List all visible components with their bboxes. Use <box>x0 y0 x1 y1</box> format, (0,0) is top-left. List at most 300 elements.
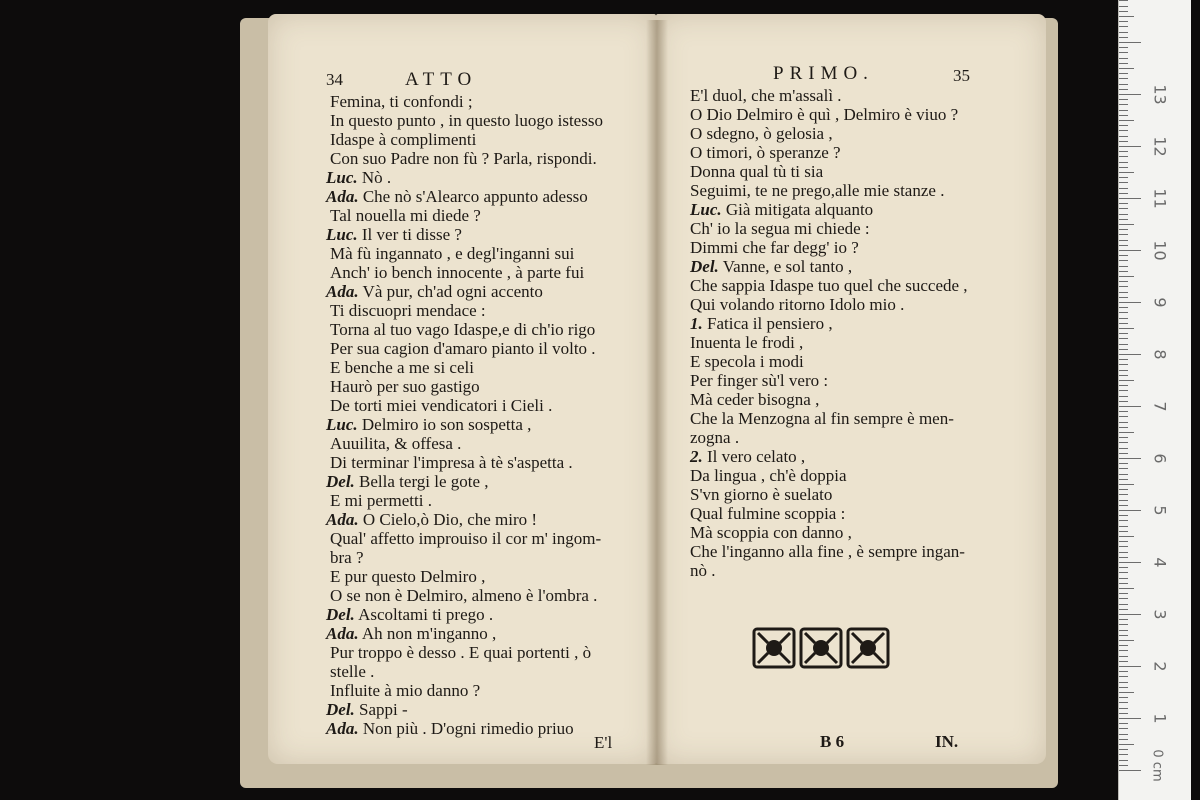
verse-text: Dimmi che far degg' io ? <box>690 238 859 257</box>
verse-text: zogna . <box>690 428 740 447</box>
ruler-tick <box>1119 546 1128 547</box>
ruler-tick <box>1119 734 1128 735</box>
verse-text: Ascoltami ti prego . <box>358 605 494 624</box>
ruler-tick <box>1119 432 1134 433</box>
text-line <box>690 162 823 182</box>
text-line <box>330 206 481 226</box>
ruler-tick <box>1119 146 1141 147</box>
verse-text: Mà scoppia con danno , <box>690 523 852 542</box>
verse-text: Non più . D'ogni rimedio priuo <box>362 719 574 738</box>
text-line <box>330 263 584 283</box>
text-line <box>326 700 408 720</box>
verse-text: Influite à mio danno ? <box>330 681 481 700</box>
ruler-tick <box>1119 32 1128 33</box>
verse-text: E specola i modi <box>690 352 804 371</box>
text-line <box>690 143 841 163</box>
text-line <box>326 282 543 302</box>
text-line <box>690 390 819 410</box>
ruler-tick <box>1119 6 1128 7</box>
speaker-label: Luc. <box>690 200 722 219</box>
verse-text: Che l'inganno alla fine , è sempre ingan- <box>690 542 965 561</box>
verse-text: Femina, ti confondi ; <box>330 92 473 111</box>
ruler-tick <box>1119 770 1141 771</box>
speaker-label: Ada. <box>326 510 359 529</box>
ruler-tick <box>1119 318 1128 319</box>
text-line <box>690 124 833 144</box>
speaker-label: 1. <box>690 314 703 333</box>
ruler-tick <box>1119 26 1128 27</box>
text-line <box>330 301 486 321</box>
ruler-tick <box>1119 588 1134 589</box>
ruler-tick <box>1119 692 1134 693</box>
verse-text: Mà fù ingannato , e degl'inganni sui <box>330 244 575 263</box>
ruler-unit-label: 0 cm <box>1149 749 1165 782</box>
speaker-label: Del. <box>326 700 355 719</box>
text-line <box>330 244 574 264</box>
verse-text: Mà ceder bisogna , <box>690 390 820 409</box>
ruler-tick <box>1119 172 1134 173</box>
ruler-tick <box>1119 63 1128 64</box>
ruler-tick <box>1119 11 1128 12</box>
ruler-number: 2 <box>1150 661 1170 672</box>
verse-text: Ti discuopri mendace : <box>330 301 486 320</box>
ruler-tick <box>1119 442 1128 443</box>
text-line <box>690 314 833 334</box>
verse-text: Torna al tuo vago Idaspe,e di ch'io rigo <box>330 320 596 339</box>
ruler-tick <box>1119 156 1128 157</box>
ruler-tick <box>1119 281 1128 282</box>
text-line <box>330 529 601 549</box>
ruler-tick <box>1119 406 1141 407</box>
ruler-tick <box>1119 58 1128 59</box>
ruler-tick <box>1119 666 1141 667</box>
right-running-head: PRIMO. <box>773 63 874 84</box>
verse-text: stelle . <box>330 662 375 681</box>
text-line <box>330 681 480 701</box>
ruler-tick <box>1119 245 1128 246</box>
verse-text: Che nò s'Alearco appunto adesso <box>362 187 588 206</box>
ruler-tick <box>1119 562 1141 563</box>
ruler-tick <box>1119 151 1128 152</box>
text-line <box>330 662 374 682</box>
ruler-tick <box>1119 749 1128 750</box>
text-line <box>690 181 944 201</box>
ruler-tick <box>1119 182 1128 183</box>
verse-text: Vanne, e sol tanto , <box>722 257 853 276</box>
ruler-tick <box>1119 401 1128 402</box>
ruler-tick <box>1119 323 1128 324</box>
ruler-tick <box>1119 370 1128 371</box>
ruler-number: 10 <box>1150 240 1170 261</box>
speaker-label: Ada. <box>326 719 359 738</box>
ruler-tick <box>1119 468 1128 469</box>
ruler-tick <box>1119 99 1128 100</box>
ruler-tick <box>1119 630 1128 631</box>
ruler-tick <box>1119 583 1128 584</box>
verse-text: Con suo Padre non fù ? Parla, rispondi. <box>330 149 597 168</box>
text-line <box>690 561 716 581</box>
ruler-tick <box>1119 598 1128 599</box>
text-line <box>330 377 480 397</box>
ruler-tick <box>1119 125 1128 126</box>
ruler-tick <box>1119 292 1128 293</box>
ruler-tick <box>1119 728 1128 729</box>
verse-text: De torti miei vendicatori i Cieli . <box>330 396 553 415</box>
text-line <box>690 466 847 486</box>
verse-text: Inuenta le frodi , <box>690 333 804 352</box>
text-line <box>690 428 739 448</box>
verse-text: Qual' affetto improuiso il cor m' ingom- <box>330 529 602 548</box>
ruler-tick <box>1119 474 1128 475</box>
ruler-tick <box>1119 500 1128 501</box>
verse-text: Per finger sù'l vero : <box>690 371 829 390</box>
ruler-tick <box>1119 604 1128 605</box>
text-line <box>690 276 968 296</box>
ruler-tick <box>1119 260 1128 261</box>
verse-text: E benche a me si celi <box>330 358 474 377</box>
ruler-tick <box>1119 754 1128 755</box>
ruler-tick <box>1119 385 1128 386</box>
text-line <box>330 453 573 473</box>
ruler-tick <box>1119 42 1141 43</box>
verse-text: E mi permetti . <box>330 491 432 510</box>
ruler-tick <box>1119 167 1128 168</box>
ruler-tick <box>1119 68 1134 69</box>
verse-text: Auuilita, & offesa . <box>330 434 462 453</box>
ruler-tick <box>1119 619 1128 620</box>
ruler-tick <box>1119 120 1134 121</box>
text-line <box>330 339 596 359</box>
ruler-tick <box>1119 624 1128 625</box>
ruler-number: 11 <box>1150 188 1170 209</box>
ruler-tick <box>1119 593 1128 594</box>
ruler-tick <box>1119 240 1128 241</box>
ruler-tick <box>1119 52 1128 53</box>
text-line <box>690 523 852 543</box>
ruler-tick <box>1119 411 1128 412</box>
ruler-tick <box>1119 671 1128 672</box>
ruler-tick <box>1119 47 1128 48</box>
verse-text: nò . <box>690 561 716 580</box>
text-line <box>330 130 476 150</box>
verse-text: Che sappia Idaspe tuo quel che succede , <box>690 276 968 295</box>
text-line <box>690 257 852 277</box>
ruler-tick <box>1119 479 1128 480</box>
ruler-tick <box>1119 760 1128 761</box>
ruler-tick <box>1119 333 1128 334</box>
verse-text: Qui volando ritorno Idolo mio . <box>690 295 905 314</box>
ruler-tick <box>1119 328 1134 329</box>
verse-text: bra ? <box>330 548 364 567</box>
text-line <box>326 472 489 492</box>
text-line <box>690 352 804 372</box>
verse-text: Il vero celato , <box>707 447 806 466</box>
ruler-tick <box>1119 94 1141 95</box>
verse-text: Di terminar l'impresa à tè s'aspetta . <box>330 453 573 472</box>
ruler-tick <box>1119 489 1128 490</box>
ruler-tick <box>1119 312 1128 313</box>
text-line <box>326 168 391 188</box>
text-line <box>326 415 531 435</box>
ruler-tick <box>1119 656 1128 657</box>
ruler-tick <box>1119 255 1128 256</box>
verse-text: E pur questo Delmiro , <box>330 567 486 586</box>
ruler-tick <box>1119 136 1128 137</box>
ruler-number: 12 <box>1150 136 1170 157</box>
text-line <box>326 624 496 644</box>
verse-text: Sappi - <box>359 700 408 719</box>
printers-ornament <box>752 625 892 671</box>
ruler-tick <box>1119 203 1128 204</box>
text-line <box>690 105 958 125</box>
ruler-tick <box>1119 364 1128 365</box>
ruler-tick <box>1119 702 1128 703</box>
ruler-tick <box>1119 687 1128 688</box>
ruler-tick <box>1119 104 1128 105</box>
ruler-tick <box>1119 297 1128 298</box>
ruler-tick <box>1119 208 1128 209</box>
ruler-tick <box>1119 422 1128 423</box>
text-line <box>690 200 873 220</box>
text-line <box>690 86 842 106</box>
ruler-tick <box>1119 390 1128 391</box>
text-line <box>690 219 870 239</box>
ruler-tick <box>1119 557 1128 558</box>
speaker-label: Del. <box>690 257 719 276</box>
ruler-tick <box>1119 198 1141 199</box>
text-line <box>690 485 832 505</box>
ruler-number: 1 <box>1150 713 1170 724</box>
ruler-tick <box>1119 416 1128 417</box>
ruler-tick <box>1119 708 1128 709</box>
verse-text: O timori, ò speranze ? <box>690 143 841 162</box>
text-line <box>330 92 473 112</box>
ruler-tick <box>1119 718 1141 719</box>
verse-text: Và pur, ch'ad ogni accento <box>362 282 543 301</box>
text-line <box>326 605 493 625</box>
speaker-label: Del. <box>326 605 355 624</box>
ruler-number: 9 <box>1150 297 1170 308</box>
verse-text: Fatica il pensiero , <box>707 314 833 333</box>
ruler-tick <box>1119 567 1128 568</box>
ruler-tick <box>1119 307 1128 308</box>
ruler-tick <box>1119 697 1128 698</box>
ruler-tick <box>1119 494 1128 495</box>
ruler-tick <box>1119 427 1128 428</box>
verse-text: S'vn giorno è suelato <box>690 485 833 504</box>
text-line <box>330 149 597 169</box>
ruler-tick <box>1119 536 1134 537</box>
ruler-tick <box>1119 276 1134 277</box>
verse-text: Pur troppo è desso . E quai portenti , ò <box>330 643 592 662</box>
ruler-tick <box>1119 188 1128 189</box>
ruler-tick <box>1119 739 1128 740</box>
ruler-number: 7 <box>1150 401 1170 412</box>
verse-text: O Dio Delmiro è quì , Delmiro è viuo ? <box>690 105 959 124</box>
speaker-label: Ada. <box>326 187 359 206</box>
ruler-number: 5 <box>1150 505 1170 516</box>
text-line <box>326 719 574 739</box>
ruler-tick <box>1119 115 1128 116</box>
speaker-label: Luc. <box>326 168 358 187</box>
ruler-tick <box>1119 359 1128 360</box>
ruler-tick <box>1119 229 1128 230</box>
ruler-tick <box>1119 609 1128 610</box>
text-line <box>330 358 474 378</box>
speaker-label: Ada. <box>326 624 359 643</box>
left-catchword: E'l <box>594 733 613 752</box>
text-line <box>330 396 552 416</box>
text-line <box>330 643 591 663</box>
text-line <box>690 504 845 524</box>
ruler-tick <box>1119 380 1134 381</box>
verse-text: Ch' io la segua mi chiede : <box>690 219 870 238</box>
ruler-tick <box>1119 682 1128 683</box>
ruler-tick <box>1119 505 1128 506</box>
ruler-number: 4 <box>1150 557 1170 568</box>
text-line <box>330 548 364 568</box>
ruler-tick <box>1119 349 1128 350</box>
verse-text: Per sua cagion d'amaro pianto il volto . <box>330 339 596 358</box>
ruler-tick <box>1119 162 1128 163</box>
verse-text: Haurò per suo gastigo <box>330 377 480 396</box>
ruler-tick <box>1119 614 1141 615</box>
ruler-tick <box>1119 338 1128 339</box>
ruler-tick <box>1119 214 1128 215</box>
ruler-tick <box>1119 177 1128 178</box>
verse-text: Bella tergi le gote , <box>359 472 489 491</box>
ruler-tick <box>1119 526 1128 527</box>
text-line <box>330 320 595 340</box>
ruler-tick <box>1119 234 1128 235</box>
ruler-tick <box>1119 453 1128 454</box>
text-line <box>330 111 603 131</box>
text-line <box>326 225 462 245</box>
ruler-tick <box>1119 219 1128 220</box>
ruler-tick <box>1119 193 1128 194</box>
ruler-tick <box>1119 286 1128 287</box>
text-line <box>690 409 954 429</box>
speaker-label: Luc. <box>326 225 358 244</box>
ruler-tick <box>1119 250 1141 251</box>
ruler-tick <box>1119 744 1134 745</box>
ruler-tick <box>1119 541 1128 542</box>
signature-mark: B 6 <box>820 732 845 751</box>
ruler-tick <box>1119 531 1128 532</box>
ruler-tick <box>1119 21 1128 22</box>
ruler-tick <box>1119 224 1134 225</box>
verse-text: Nò . <box>361 168 392 187</box>
verse-text: Che la Menzogna al fin sempre è men- <box>690 409 954 428</box>
text-line <box>690 371 828 391</box>
ruler-tick <box>1119 375 1128 376</box>
verse-text: Tal nouella mi diede ? <box>330 206 481 225</box>
ruler-tick <box>1119 141 1128 142</box>
verse-text: Qual fulmine scoppia : <box>690 504 846 523</box>
ruler-tick <box>1119 78 1128 79</box>
text-line <box>690 333 803 353</box>
ruler-tick <box>1119 765 1128 766</box>
ruler-tick <box>1119 396 1128 397</box>
ruler-tick <box>1119 578 1128 579</box>
verse-text: In questo punto , in questo luogo istesso <box>330 111 603 130</box>
ruler-tick <box>1119 271 1128 272</box>
ruler-tick <box>1119 723 1128 724</box>
text-line <box>326 510 537 530</box>
left-page-number: 34 <box>326 70 343 89</box>
ruler-tick <box>1119 635 1128 636</box>
ruler-tick <box>1119 344 1128 345</box>
left-running-head: ATTO <box>405 69 478 90</box>
ruler-tick <box>1119 37 1128 38</box>
speaker-label: Ada. <box>326 282 359 301</box>
ruler-tick <box>1119 302 1141 303</box>
verse-text: Idaspe à complimenti <box>330 130 477 149</box>
right-page-text <box>690 86 1020 586</box>
text-line <box>330 586 597 606</box>
book-gutter <box>646 20 668 765</box>
speaker-label: 2. <box>690 447 703 466</box>
ruler-tick <box>1119 552 1128 553</box>
ruler-tick <box>1119 572 1128 573</box>
verse-text: Da lingua , ch'è doppia <box>690 466 847 485</box>
left-page-text <box>326 92 646 742</box>
verse-text: Anch' io bench innocente , à parte fui <box>330 263 585 282</box>
ruler-tick <box>1119 354 1141 355</box>
ruler-number: 13 <box>1150 84 1170 105</box>
verse-text: Il ver ti disse ? <box>361 225 462 244</box>
text-line <box>690 447 805 467</box>
ruler-number: 6 <box>1150 453 1170 464</box>
ruler-tick <box>1119 84 1128 85</box>
verse-text: Delmiro io son sospetta , <box>361 415 532 434</box>
ruler-tick <box>1119 515 1128 516</box>
text-line <box>690 542 965 562</box>
verse-text: E'l duol, che m'assalì . <box>690 86 842 105</box>
ruler-tick <box>1119 463 1128 464</box>
ruler-tick <box>1119 73 1128 74</box>
ruler-tick <box>1119 16 1134 17</box>
ruler-tick <box>1119 713 1128 714</box>
speaker-label: Del. <box>326 472 355 491</box>
verse-text: O se non è Delmiro, almeno è l'ombra . <box>330 586 598 605</box>
ruler-tick <box>1119 110 1128 111</box>
ruler-tick <box>1119 661 1128 662</box>
ruler-tick <box>1119 650 1128 651</box>
ruler-tick <box>1119 640 1134 641</box>
right-catchword: IN. <box>935 732 959 751</box>
text-line <box>690 238 859 258</box>
text-line <box>330 491 432 511</box>
ruler-number: 8 <box>1150 349 1170 360</box>
ruler-tick <box>1119 437 1128 438</box>
verse-text: Già mitigata alquanto <box>725 200 874 219</box>
ruler-tick <box>1119 130 1128 131</box>
ruler-tick <box>1119 266 1128 267</box>
ruler-tick <box>1119 510 1141 511</box>
verse-text: O sdegno, ò gelosia , <box>690 124 833 143</box>
scale-ruler <box>1118 0 1191 800</box>
verse-text: Ah non m'inganno , <box>361 624 497 643</box>
speaker-label: Luc. <box>326 415 358 434</box>
ruler-tick <box>1119 676 1128 677</box>
text-line <box>330 434 461 454</box>
text-line <box>330 567 485 587</box>
verse-text: Seguimi, te ne prego,alle mie stanze . <box>690 181 945 200</box>
ruler-tick <box>1119 645 1128 646</box>
ruler-tick <box>1119 89 1128 90</box>
text-line <box>690 295 904 315</box>
